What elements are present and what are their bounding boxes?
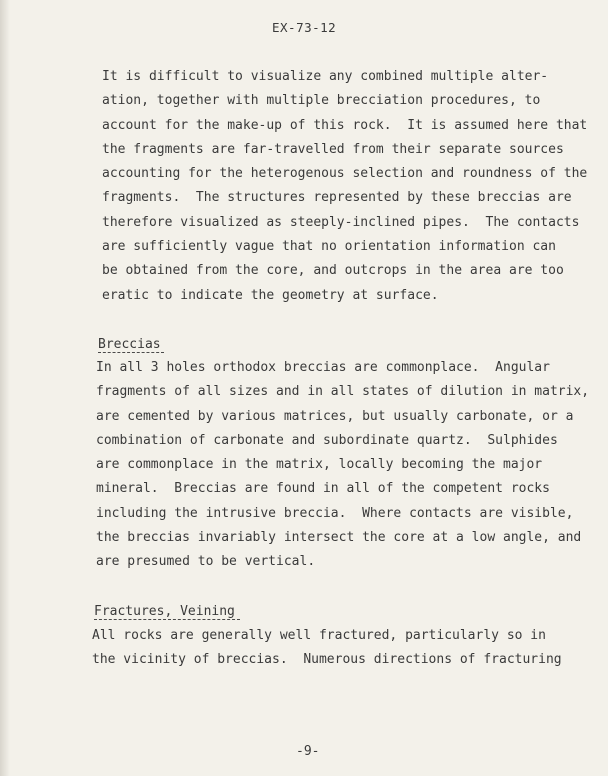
breccias-heading-underline bbox=[98, 352, 164, 353]
paragraph-line: are presumed to be vertical. bbox=[96, 554, 316, 570]
page-edge-shadow bbox=[0, 0, 10, 776]
paragraph-line: are commonplace in the matrix, locally becoming the major bbox=[96, 457, 543, 473]
breccias-heading: Breccias bbox=[98, 337, 161, 352]
paragraph-line: accounting for the heterogenous selection and roundness of the bbox=[102, 166, 588, 182]
paragraph-line: are cemented by various matrices, but usually carbonate, or a bbox=[96, 408, 574, 424]
paragraph-line: All rocks are generally well fractured, particularly so in bbox=[92, 628, 546, 643]
intro-paragraph bbox=[102, 65, 588, 308]
paragraph-line: combination of carbonate and subordinate quartz. Sulphides bbox=[96, 432, 558, 448]
breccias-paragraph bbox=[96, 356, 590, 575]
paragraph-line: fragments. The structures represented by these breccias are bbox=[102, 190, 572, 206]
paragraph-line: therefore visualized as steeply-inclined pipes. The contacts bbox=[102, 214, 580, 230]
paragraph-line: including the intrusive breccia. Where contacts are visible, bbox=[96, 505, 574, 521]
paragraph-line: the fragments are far-travelled from their separate sources bbox=[102, 141, 564, 157]
page-number: -9- bbox=[296, 744, 320, 759]
fractures-veining-heading: Fractures, Veining bbox=[94, 604, 235, 619]
paragraph-line: are sufficiently vague that no orientation information can bbox=[102, 239, 556, 255]
paragraph-line: ation, together with multiple brecciation procedures, to bbox=[102, 93, 541, 109]
paragraph-line: It is difficult to visualize any combined multiple alter- bbox=[102, 69, 549, 84]
paragraph-line: eratic to indicate the geometry at surface. bbox=[102, 287, 439, 303]
document-id: EX-73-12 bbox=[272, 20, 337, 35]
paragraph-line: In all 3 holes orthodox breccias are commonplace. Angular bbox=[96, 360, 550, 375]
paragraph-line: the vicinity of breccias. Numerous directions of fracturing bbox=[92, 652, 562, 668]
paragraph-line: the breccias invariably intersect the core at a low angle, and bbox=[96, 530, 582, 546]
paragraph-line: fragments of all sizes and in all states of dilution in matrix, bbox=[96, 384, 590, 400]
paragraph-line: mineral. Breccias are found in all of the competent rocks bbox=[96, 481, 550, 497]
paragraph-line: be obtained from the core, and outcrops in the area are too bbox=[102, 263, 564, 279]
paragraph-line: account for the make-up of this rock. It is assumed here that bbox=[102, 117, 588, 133]
fractures-paragraph bbox=[92, 624, 572, 673]
fractures-heading-underline bbox=[94, 619, 240, 620]
